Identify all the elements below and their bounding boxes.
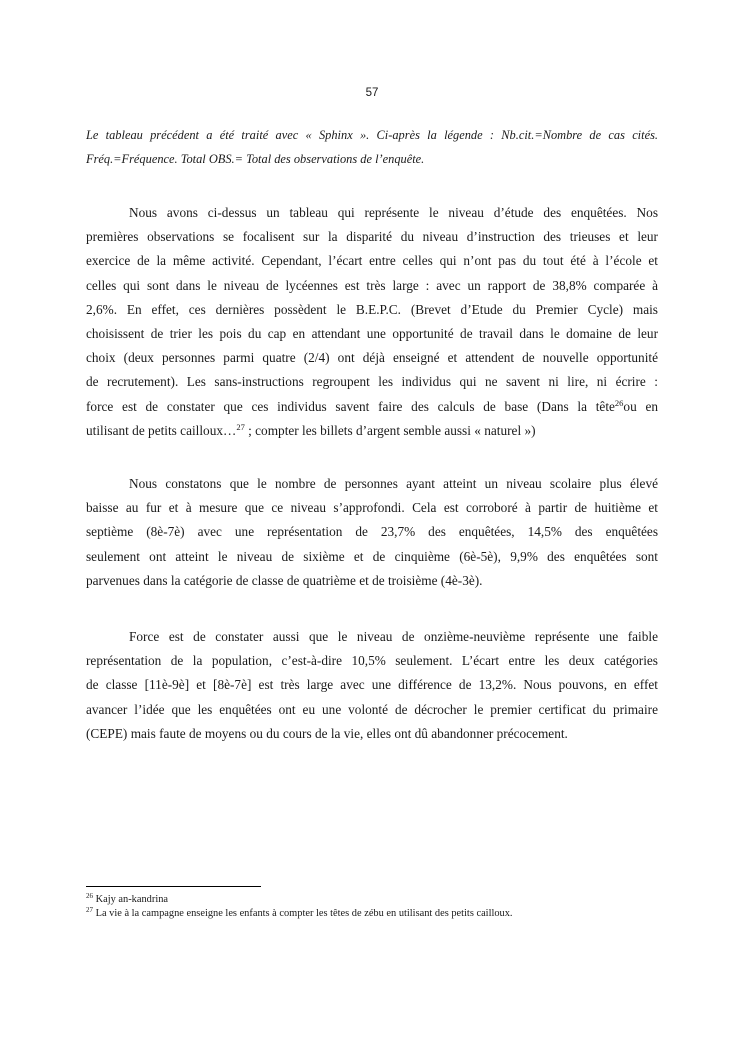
paragraph-line [86, 419, 658, 443]
footnote-number: 26 [86, 892, 93, 900]
paragraph-line: de recrutement). Les sans-instructions regroupent les individus qui ne savent ni lire, ni écrire : [86, 374, 658, 390]
paragraph-line: de classe [11è-9è] et [8è-7è] est très large avec une différence de 13,2%. Nous pouvons, en effet [86, 677, 658, 693]
paragraph-line: celles qui sont dans le niveau de lycéennes est très large : avec un rapport de 38,8% comparée à [86, 277, 658, 293]
paragraph-1 [86, 201, 658, 443]
footnote-text: La vie à la campagne enseigne les enfants à compter les têtes de zébu en utilisant des petits cailloux. [95, 908, 513, 919]
paragraph-3 [86, 625, 658, 746]
paragraph-line: Nous avons ci-dessus un tableau qui représente le niveau d’étude des enquêtées. Nos [129, 205, 658, 220]
paragraph-line: représentation de la population, c’est-à-dire 10,5% seulement. L’écart entre les deux catégories [86, 653, 658, 669]
line-text: utilisant de petits cailloux… [86, 422, 237, 438]
paragraph-line: avancer l’idée que les enquêtées ont eu une volonté de décrocher le premier certificat du primaire [86, 701, 658, 717]
legend-line: Fréq.=Fréquence. Total OBS.= Total des observations de l’enquête. [86, 152, 425, 167]
paragraph-line: baisse au fur et à mesure que ce niveau s’approfondi. Cela est corroboré à partir de huitième et [86, 500, 658, 516]
paragraph-line: premières observations se focalisent sur la disparité du niveau d’instruction des trieuses et leur [86, 229, 658, 245]
paragraph-line: (CEPE) mais faute de moyens ou du cours de la vie, elles ont dû abandonner précocement. [86, 725, 568, 741]
line-text: force est de constater que ces individus savent faire des calculs de base (Dans la tête [86, 398, 615, 414]
paragraph-line: 2,6%. En effet, ces dernières possèdent le B.E.P.C. (Brevet d’Etude du Premier Cycle) mais [86, 301, 658, 317]
paragraph-line: Nous constatons que le nombre de personnes ayant atteint un niveau scolaire plus élevé [129, 476, 658, 491]
line-text: ou en [623, 398, 658, 414]
table-legend [86, 123, 658, 171]
page-number: 57 [365, 87, 379, 99]
footnote-ref-26[interactable]: 26 [614, 397, 624, 408]
paragraph-line: exercice de la même activité. Cependant, l’écart entre celles qui n’ont pas du tout été à l’école et [86, 253, 658, 269]
footnote-text: Kajy an-kandrina [95, 894, 169, 905]
paragraph-line: septième (8è-7è) avec une représentation de 23,7% des enquêtées, 14,5% des enquêtées [86, 524, 658, 540]
paragraph-line: seulement ont atteint le niveau de sixième et de cinquième (6è-5è), 9,9% des enquêtées sont [86, 548, 658, 564]
footnote-27 [86, 907, 686, 921]
footnote-number: 27 [86, 906, 93, 914]
paragraph-line: choisissent de trier les pois du cap en attendant une opportunité de travail dans le domaine de leur [86, 325, 658, 341]
paragraph-line: parvenues dans la catégorie de classe de quatrième et de troisième (4è-3è). [86, 572, 483, 588]
footnote-ref-27[interactable]: 27 [236, 421, 245, 432]
footnote-26 [86, 893, 686, 907]
paragraph-line: Force est de constater aussi que le niveau de onzième-neuvième représente une faible [129, 629, 658, 644]
footnote-separator [86, 886, 261, 887]
paragraph-2 [86, 472, 658, 593]
paragraph-line: choix (deux personnes parmi quatre (2/4) ont déjà enseigné et attendent de nouvelle opportunité [86, 350, 658, 366]
line-text: ; compter les billets d’argent semble aussi « naturel ») [244, 422, 536, 438]
paragraph-line [86, 395, 658, 419]
legend-line: Le tableau précédent a été traité avec « Sphinx ». Ci-après la légende : Nb.cit.=Nombre de cas cités. [86, 128, 658, 142]
